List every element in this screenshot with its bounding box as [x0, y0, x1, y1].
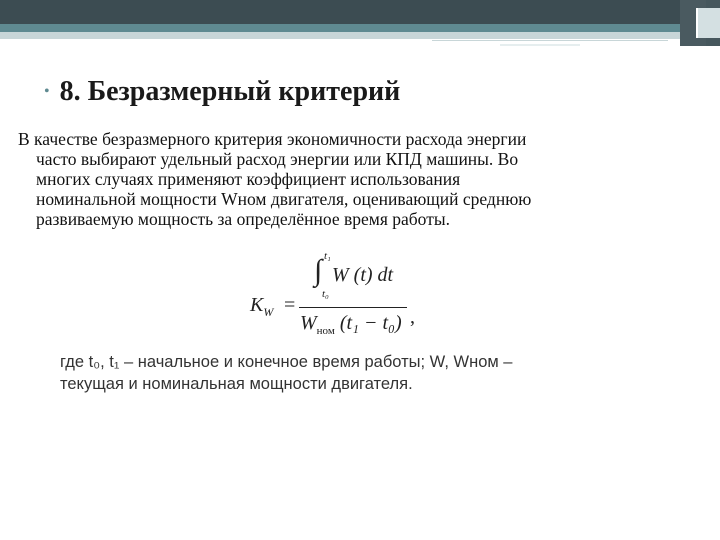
fraction-line: [299, 307, 407, 308]
formula-comma: ,: [410, 306, 415, 328]
integral-lower-limit: t₀: [322, 288, 329, 300]
corner-decoration-inner: [696, 8, 720, 38]
integral-sign: ∫: [314, 254, 323, 287]
paragraph-line: многих случаях применяют коэффициент использования: [36, 169, 461, 189]
slide-title-row: [44, 76, 400, 108]
integral-upper-limit: t₁: [324, 250, 331, 262]
formula: [250, 250, 420, 340]
formula-denominator: $W_{ном}$ (t₁ − t₀): [300, 312, 402, 337]
where-explanation: [60, 351, 513, 395]
formula-equals: =: [284, 294, 296, 316]
where-line: где t₀, t₁ – начальное и конечное время работы; W, Wном –: [60, 353, 513, 371]
header-accent-line-2: [500, 44, 580, 46]
header-bar-dark: [0, 0, 720, 24]
formula-lhs: $K_W$: [250, 294, 274, 319]
paragraph-line: В качестве безразмерного критерия экономичности расхода энергии: [18, 129, 527, 149]
header-bar-light: [0, 32, 720, 39]
body-paragraph: [18, 129, 708, 229]
bullet-icon: •: [44, 83, 50, 100]
slide-title: 8. Безразмерный критерий: [59, 76, 401, 107]
paragraph-line: номинальной мощности Wном двигателя, оценивающий среднюю: [36, 189, 532, 209]
where-line: текущая и номинальная мощности двигателя.: [60, 375, 413, 393]
paragraph-line: часто выбирают удельный расход энергии или КПД машины. Во: [36, 149, 519, 169]
formula-numerator: W (t) dt: [332, 264, 394, 286]
header-bar-teal: [0, 24, 720, 32]
paragraph-line: развиваемую мощность за определённое время работы.: [36, 209, 450, 229]
